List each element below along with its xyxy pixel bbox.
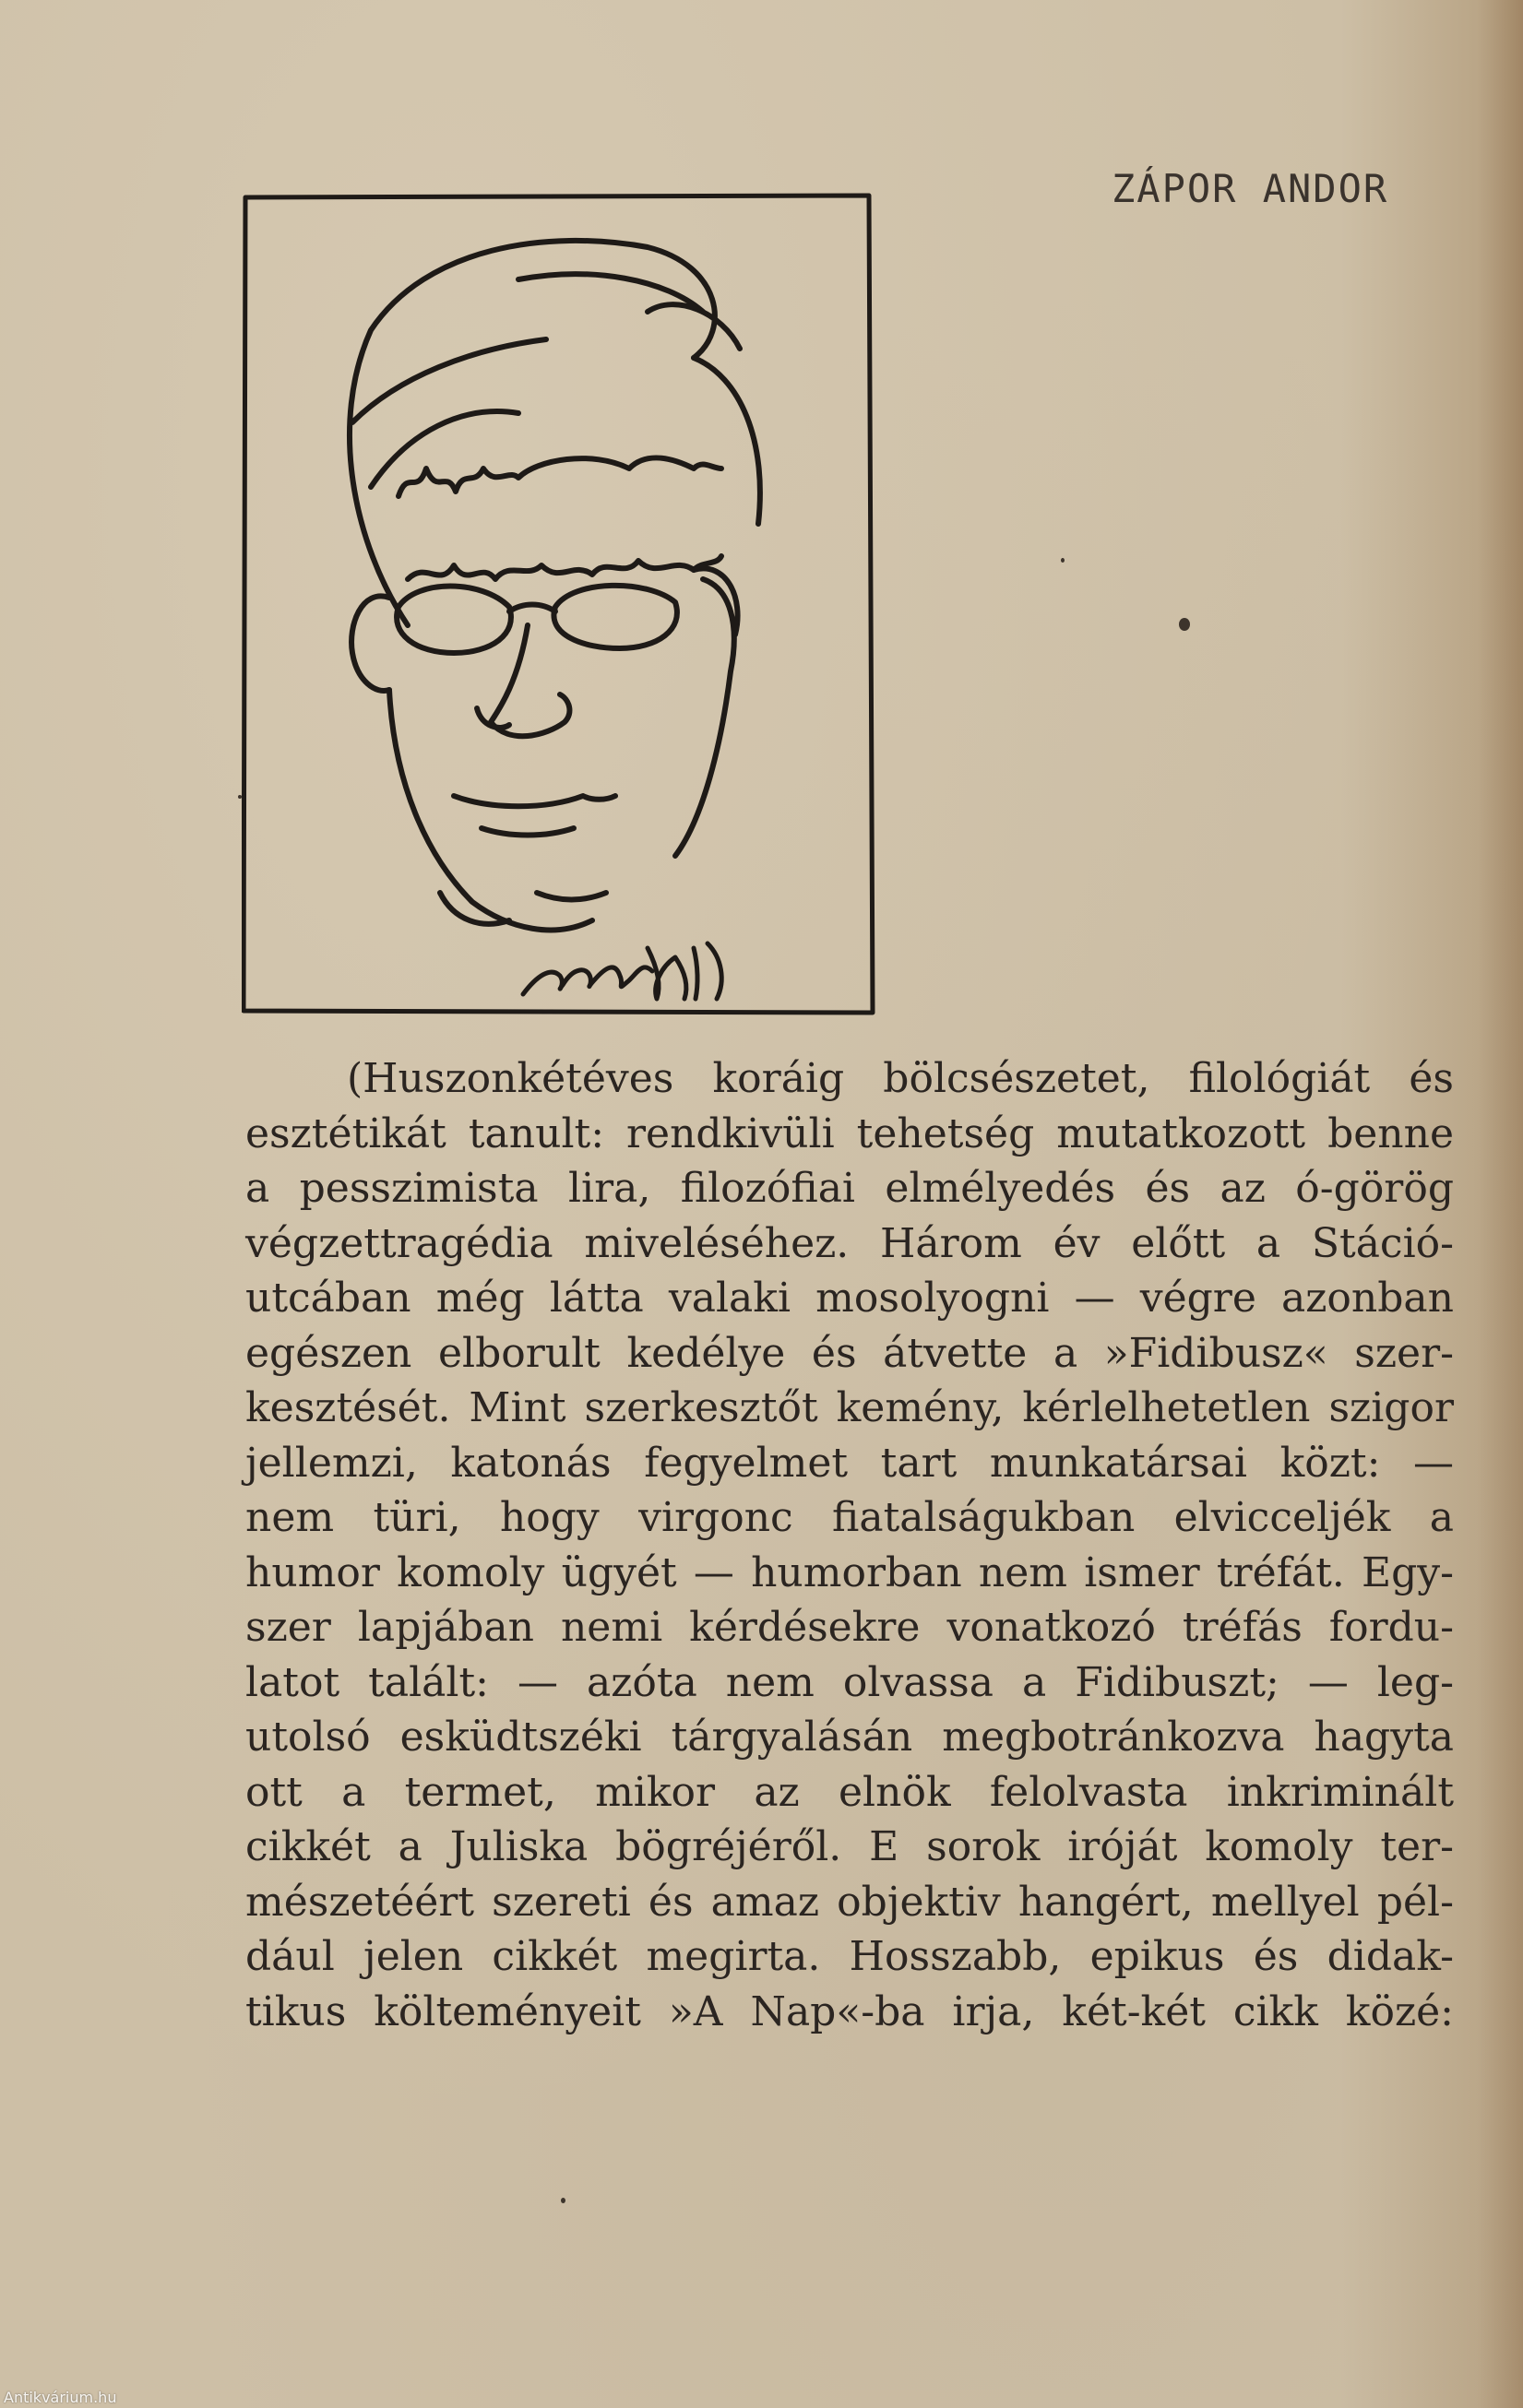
- paragraph-line: cikkét a Juliska bögréjéről. E sorok iróját komoly ter-: [245, 1823, 1454, 1870]
- paper-speck: [1179, 618, 1190, 631]
- paragraph-line: ott a termet, mikor az elnök felolvasta inkriminált: [245, 1768, 1454, 1816]
- biography-paragraph: [245, 1051, 1454, 2039]
- paragraph-line: mészetéért szereti és amaz objektiv hangért, mellyel pél-: [245, 1878, 1454, 1926]
- caricature-portrait: [242, 192, 887, 1017]
- paragraph-line: tikus költeményeit »A Nap«-ba irja, két-két cikk közé:: [245, 1987, 1454, 2035]
- paragraph-line: utolsó esküdtszéki tárgyalásán megbotránkozva hagyta: [245, 1714, 1454, 1761]
- paragraph-line: humor komoly ügyét — humorban nem ismer tréfát. Egy-: [245, 1548, 1454, 1596]
- author-name-header: ZÁPOR ANDOR: [1112, 166, 1389, 211]
- paragraph-line: latot talált: — azóta nem olvassa a Fidibuszt; — leg-: [245, 1658, 1454, 1706]
- paper-speck: [1061, 558, 1065, 563]
- paragraph-line: szer lapjában nemi kérdésekre vonatkozó tréfás fordu-: [245, 1604, 1454, 1651]
- paragraph-line: utcában még látta valaki mosolyogni — végre azonban: [245, 1275, 1454, 1322]
- paragraph-line: jellemzi, katonás fegyelmet tart munkatársai közt: —: [245, 1439, 1454, 1487]
- paragraph-line: (Huszonkétéves koráig bölcsészetet, filológiát és: [347, 1055, 1454, 1102]
- paragraph-line: dául jelen cikkét megirta. Hosszabb, epikus és didak-: [245, 1933, 1454, 1980]
- paragraph-line: nem türi, hogy virgonc fiatalságukban elvicceljék a: [245, 1494, 1454, 1541]
- watermark-text: Antikvárium.hu: [4, 2389, 117, 2406]
- paragraph-line: végzettragédia miveléséhez. Három év előtt a Stáció-: [245, 1219, 1454, 1267]
- paper-speck: [561, 2198, 565, 2203]
- paragraph-line: kesztését. Mint szerkesztőt kemény, kérlelhetetlen szigor: [245, 1384, 1454, 1431]
- paragraph-line: a pesszimista lira, filozófiai elmélyedés és az ó-görög: [245, 1165, 1454, 1212]
- paragraph-line: egészen elborult kedélye és átvette a »Fidibusz« szer-: [245, 1329, 1454, 1377]
- paragraph-line: esztétikát tanult: rendkivüli tehetség mutatkozott benne: [245, 1109, 1454, 1157]
- artist-signature: [523, 943, 721, 999]
- caricature-drawing: [242, 192, 887, 1017]
- paper-speck: [238, 795, 242, 799]
